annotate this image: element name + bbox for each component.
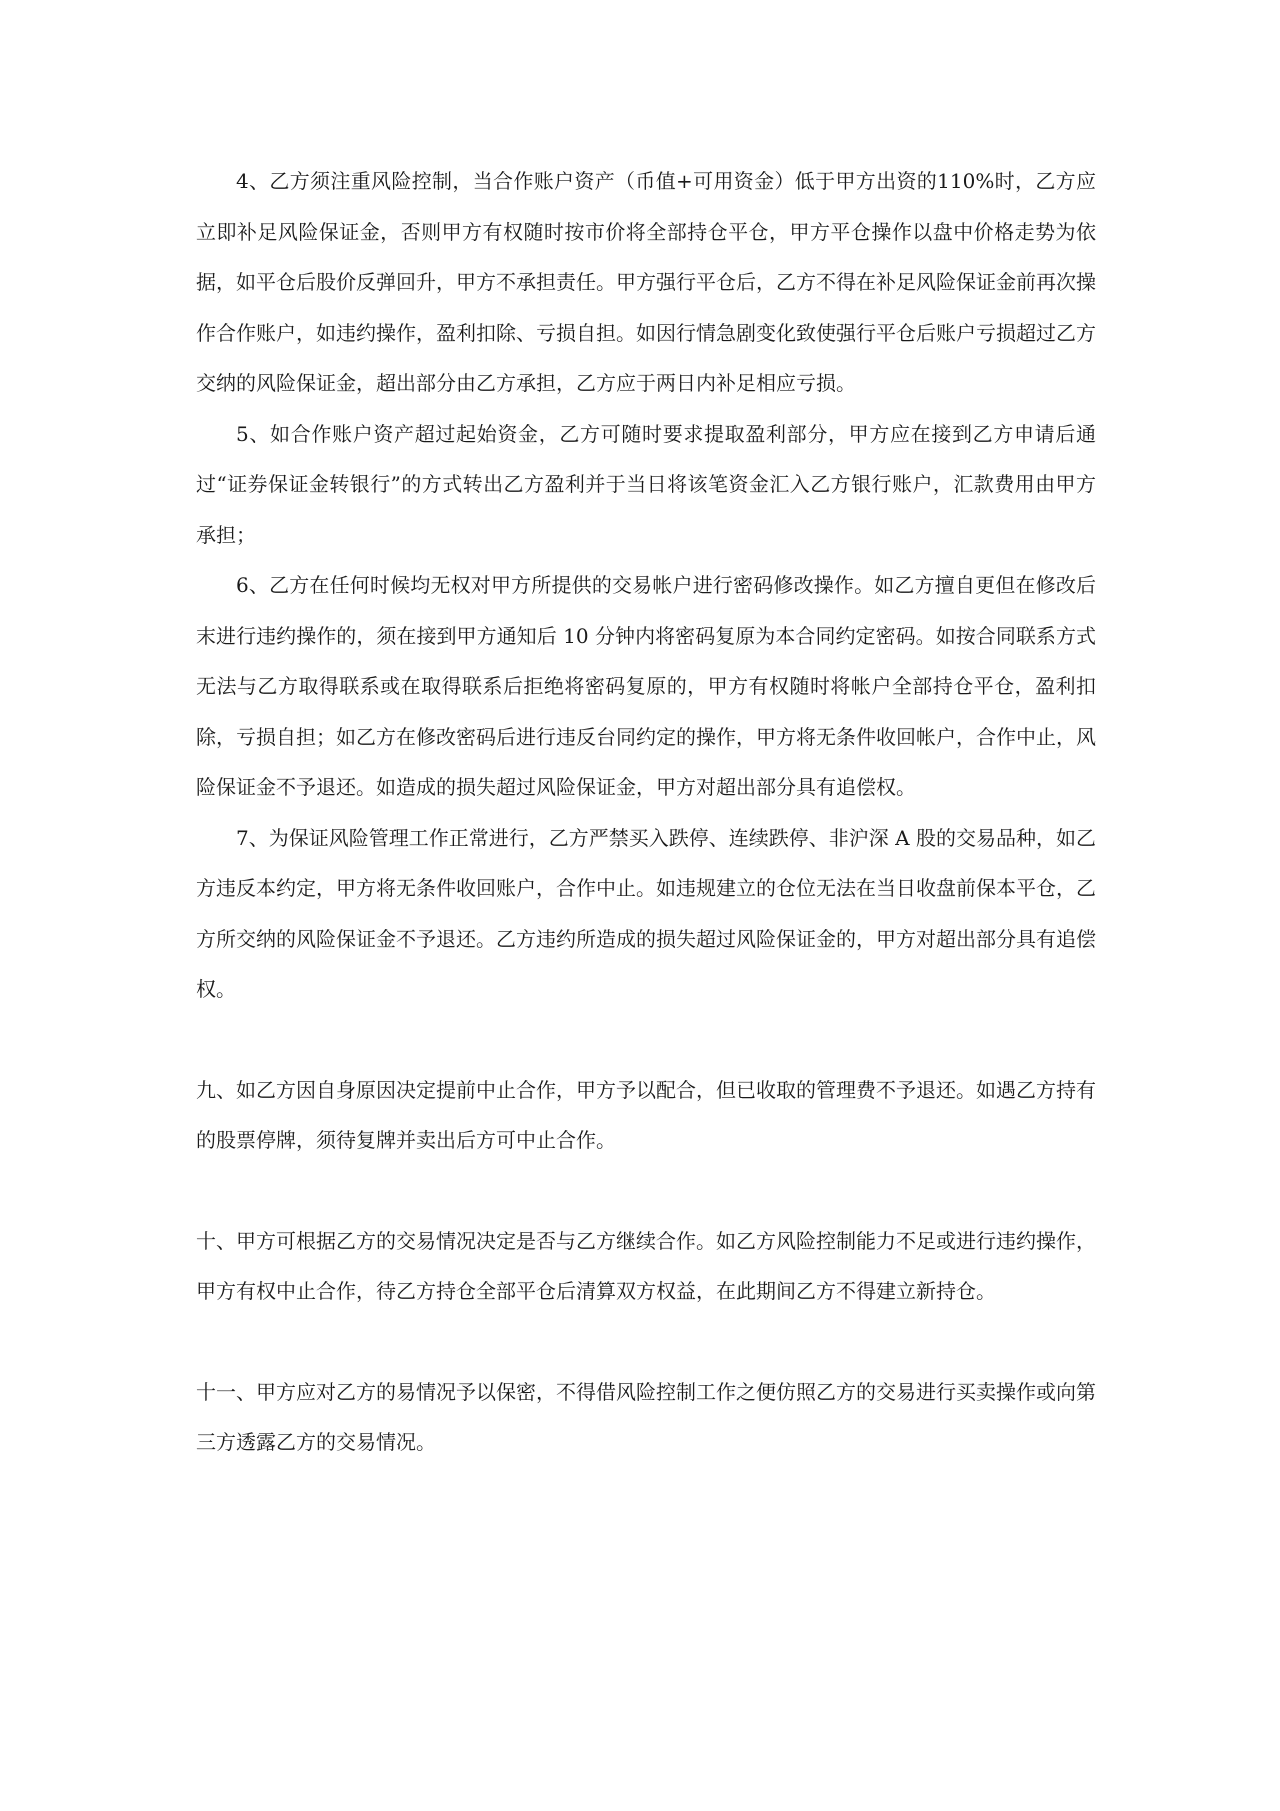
clause-4-paragraph: 4、乙方须注重风险控制，当合作账户资产（币值+可用资金）低于甲方出资的110%时，乙方应立即补足风险保证金，否则甲方有权随时按市价将全部持仓平仓，甲方平仓操作以盘中价格走势为依据，如平仓后股价反弹回升，甲方不承担责任。甲方强行平仓后，乙方不得在补足风险保证金前再次操作合作账户，如违约操作，盈利扣除、亏损自担。如因行情急剧变化致使强行平仓后账户亏损超过乙方交纳的风险保证金，超出部分由乙方承担，乙方应于两日内补足相应亏损。: [196, 169, 1096, 395]
section-spacer: [196, 1166, 1096, 1216]
section-spacer: [196, 1015, 1096, 1065]
document-body: [196, 156, 1096, 1468]
section-11-paragraph: 十一、甲方应对乙方的易情况予以保密，不得借风险控制工作之便仿照乙方的交易进行买卖操作或向第三方透露乙方的交易情况。: [196, 1379, 1096, 1454]
clause-5-paragraph: 5、如合作账户资产超过起始资金，乙方可随时要求提取盈利部分，甲方应在接到乙方申请后通过“证券保证金转银行”的方式转出乙方盈利并于当日将该笔资金汇入乙方银行账户，汇款费用由甲方承担；: [196, 421, 1096, 547]
section-10-paragraph: 十、甲方可根据乙方的交易情况决定是否与乙方继续合作。如乙方风险控制能力不足或进行违约操作，甲方有权中止合作，待乙方持仓全部平仓后清算双方权益，在此期间乙方不得建立新持仓。: [196, 1228, 1096, 1303]
clause-6-paragraph: 6、乙方在任何时候均无权对甲方所提供的交易帐户进行密码修改操作。如乙方擅自更但在修改后末进行违约操作的，须在接到甲方通知后 10 分钟内将密码复原为本合同约定密码。如按合同联系方式无法与乙方取得联系或在取得联系后拒绝将密码复原的，甲方有权随时将帐户全部持仓平仓，盈利扣除，亏损自担；如乙方在修改密码后进行违反台同约定的操作，甲方将无条件收回帐户，合作中止，风险保证金不予退还。如造成的损失超过风险保证金，甲方对超出部分具有追偿权。: [196, 573, 1096, 799]
section-9-paragraph: 九、如乙方因自身原因决定提前中止合作，甲方予以配合，但已收取的管理费不予退还。如遇乙方持有的股票停牌，须待复牌并卖出后方可中止合作。: [196, 1077, 1096, 1152]
clause-7-paragraph: 7、为保证风险管理工作正常进行，乙方严禁买入跌停、连续跌停、非沪深 A 股的交易品种，如乙方违反本约定，甲方将无条件收回账户，合作中止。如违规建立的仓位无法在当日收盘前保本平仓，乙方所交纳的风险保证金不予退还。乙方违约所造成的损失超过风险保证金的，甲方对超出部分具有追偿权。: [196, 825, 1096, 1001]
section-spacer: [196, 1317, 1096, 1367]
